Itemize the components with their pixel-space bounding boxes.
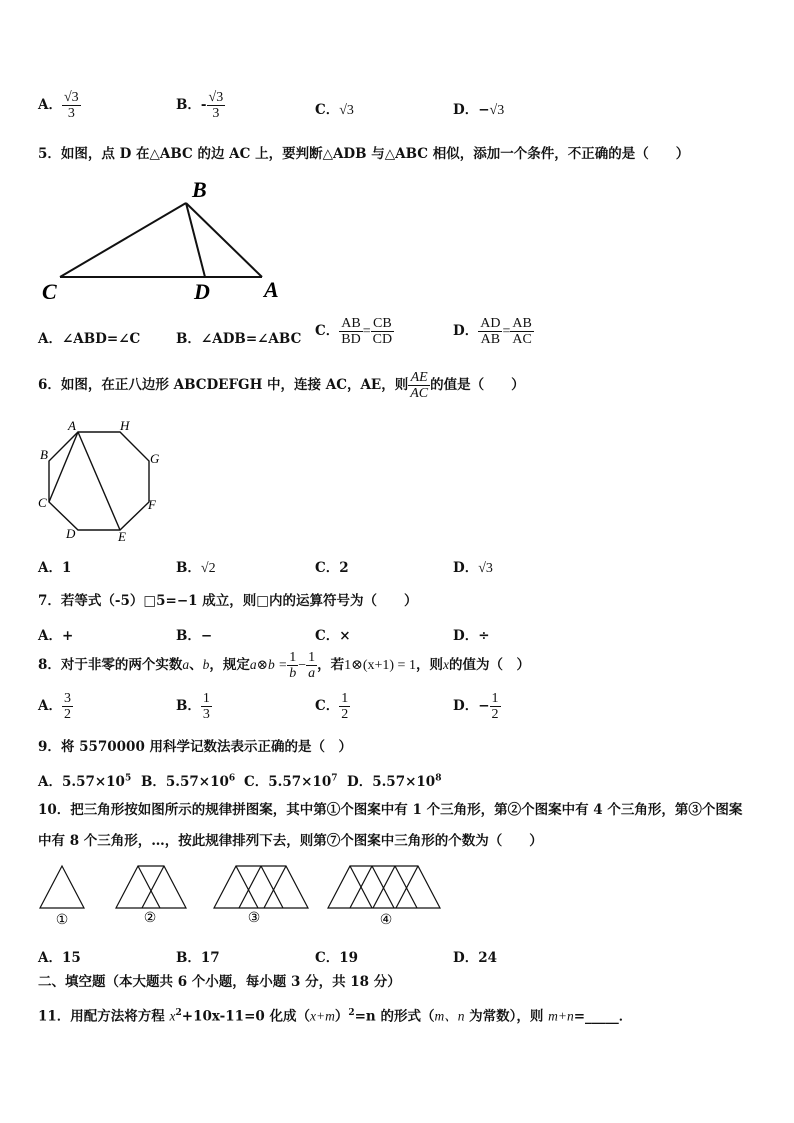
numerator: AE <box>408 370 430 386</box>
vertex-e-label: E <box>118 529 126 544</box>
q10-option-c[interactable]: C．19 <box>315 950 359 966</box>
fraction <box>339 691 350 722</box>
fraction <box>339 316 362 347</box>
separator: 、 <box>189 657 203 673</box>
q7-option-d[interactable]: D．÷ <box>453 628 490 644</box>
answer-blank[interactable]: =_____． <box>573 1008 633 1025</box>
denominator: 2 <box>491 707 499 722</box>
vertex-c-label: C <box>38 495 47 510</box>
condition-expression: 1⊗(x+1) = 1 <box>344 658 416 673</box>
q5-stem: 5．如图，点 D 在△ABC 的边 AC 上，要判断△ADB 与△ABC 相似，添加一个条件，不正确的是（ ） <box>38 146 690 162</box>
pattern-4-label: ④ <box>379 913 393 928</box>
stem-text: 为常数），则 <box>464 1008 549 1025</box>
point-d-label: D <box>194 279 210 304</box>
q6-option-a[interactable]: A．1 <box>38 560 72 576</box>
q5-option-a[interactable]: A．∠ABD=∠C <box>38 331 141 347</box>
option-label: C． <box>315 102 340 118</box>
minus-sign: − <box>298 658 307 673</box>
option-text: C．5.57×10 <box>244 774 332 790</box>
numerator: 1 <box>308 650 316 665</box>
fraction <box>287 650 298 681</box>
option-label: A． <box>38 698 62 714</box>
numerator: 1 <box>341 691 349 706</box>
stem-text: ，若 <box>317 657 345 673</box>
option-label: C． <box>315 698 340 714</box>
stem-text: 的值是（ ） <box>430 377 525 393</box>
q7-stem: 7．若等式（-5）□5=−1 成立，则□内的运算符号为（ ） <box>38 593 418 609</box>
vertex-g-label: G <box>150 451 160 466</box>
fraction <box>201 691 212 722</box>
q5-option-d[interactable] <box>453 316 534 347</box>
q4-option-c[interactable] <box>315 98 354 119</box>
numerator: AD <box>480 316 501 331</box>
stem-text: 8．对于非零的两个实数 <box>38 657 183 673</box>
denominator: 2 <box>63 707 71 722</box>
section-2-heading: 二、填空题（本大题共 6 个小题，每小题 3 分，共 18 分） <box>38 974 401 990</box>
q8-option-b[interactable] <box>176 691 212 722</box>
numerator: 1 <box>289 650 297 665</box>
stem-text: 11．用配方法将方程 <box>38 1008 170 1025</box>
exponent: 5 <box>124 773 132 784</box>
equation-text: =n <box>354 1008 376 1025</box>
option-label: D．− <box>453 102 490 118</box>
numerator: 3 <box>63 691 71 706</box>
denominator: a <box>308 666 316 681</box>
stem-text: 的形式（ <box>375 1008 435 1025</box>
equals-sign: = <box>502 324 511 339</box>
q7-option-b[interactable]: B．− <box>176 628 213 644</box>
vertex-h-label: H <box>120 418 130 433</box>
q9-option-a[interactable] <box>38 770 131 790</box>
q7-option-a[interactable]: A．+ <box>38 628 74 644</box>
q9-option-b[interactable] <box>141 770 235 790</box>
denominator: 3 <box>202 707 210 722</box>
fraction <box>306 650 317 681</box>
denominator: AC <box>410 386 429 401</box>
q10-option-d[interactable]: D．24 <box>453 950 497 966</box>
pattern-1-label: ① <box>55 913 69 928</box>
q10-stem-line1: 10．把三角形按如图所示的规律拼图案，其中第①个图案中有 1 个三角形，第②个图案中有 4 个三角形，第③个图案 <box>38 802 743 818</box>
exponent: 2 <box>348 1008 355 1018</box>
vertex-f-label: F <box>148 497 156 512</box>
q9-option-d[interactable] <box>347 770 441 790</box>
option-label: B．- <box>176 97 207 113</box>
stem-text: 6．如图，在正八边形 ABCDEFGH 中，连接 AC，AE，则 <box>38 377 409 393</box>
q5-triangle-figure <box>38 175 298 305</box>
vertex-b-label: B <box>40 447 48 462</box>
fraction <box>510 316 533 347</box>
fraction <box>478 316 502 347</box>
option-label: A． <box>38 97 62 113</box>
denominator: AB <box>480 332 501 347</box>
q10-triangle-patterns <box>36 860 446 930</box>
fraction <box>62 90 81 121</box>
fraction <box>62 691 73 722</box>
q5-option-b[interactable]: B．∠ADB=∠ABC <box>176 331 302 347</box>
exponent: 8 <box>435 773 442 784</box>
q8-option-a[interactable] <box>38 691 73 722</box>
variable-x: x <box>169 1008 176 1024</box>
pattern-3-label: ③ <box>247 911 261 926</box>
stem-text: ，则 <box>415 657 443 673</box>
sqrt-value: √3 <box>489 103 505 118</box>
q5-option-c[interactable] <box>315 316 394 347</box>
sqrt-value: √3 <box>339 103 354 118</box>
exponent: 7 <box>331 773 338 784</box>
numerator: AB <box>341 316 361 331</box>
q8-option-d[interactable] <box>453 691 501 722</box>
equation-text: +10x-11=0 化成（ <box>181 1008 310 1025</box>
denominator: 3 <box>67 106 75 121</box>
numerator: 1 <box>491 691 499 706</box>
vertex-a-label: A <box>68 418 76 433</box>
sqrt-value: √2 <box>200 561 216 576</box>
sqrt-value: √3 <box>478 561 493 576</box>
variable-x: x <box>442 657 449 672</box>
option-label: B． <box>176 560 201 576</box>
q10-option-a[interactable]: A．15 <box>38 950 81 966</box>
option-label: C． <box>315 323 340 339</box>
q9-option-c[interactable] <box>244 770 338 790</box>
q7-option-c[interactable]: C．× <box>315 628 351 644</box>
q6-option-b[interactable] <box>176 556 216 577</box>
option-label: D．− <box>453 698 490 714</box>
denominator: CD <box>372 332 393 347</box>
q6-option-d[interactable] <box>453 556 493 577</box>
option-label: D． <box>453 560 479 576</box>
numerator: 1 <box>202 691 210 706</box>
variable-a: a <box>182 657 190 672</box>
q8-stem <box>38 650 530 681</box>
exponent: 6 <box>228 773 236 784</box>
point-a-label: A <box>264 277 279 302</box>
q11-stem <box>38 1004 632 1026</box>
denominator: 2 <box>341 707 349 722</box>
variables: m、n <box>434 1008 465 1024</box>
fraction <box>371 316 394 347</box>
stem-text: ，规定 <box>209 657 250 673</box>
q4-option-a[interactable] <box>38 90 81 121</box>
denominator: 3 <box>212 106 220 121</box>
option-text: D．5.57×10 <box>347 774 436 790</box>
numerator: √3 <box>208 90 224 105</box>
fraction <box>490 691 501 722</box>
numerator: CB <box>371 316 394 332</box>
definition-lhs: a⊗b = <box>249 657 288 672</box>
point-c-label: C <box>42 279 57 304</box>
answer-expression: m+n <box>548 1008 574 1024</box>
fraction <box>408 370 430 401</box>
option-label: B． <box>176 698 201 714</box>
square-form: x+m <box>309 1008 335 1024</box>
q4-option-d[interactable] <box>453 98 504 119</box>
variable-b: b <box>202 657 210 672</box>
q9-stem: 9．将 5570000 用科学记数法表示正确的是（ ） <box>38 739 353 755</box>
stem-text: 的值为（ ） <box>448 657 530 673</box>
q6-stem <box>38 370 525 401</box>
option-text: A．5.57×10 <box>38 774 125 790</box>
denominator: b <box>289 666 297 681</box>
q6-octagon-figure <box>34 418 164 546</box>
q10-option-b[interactable]: B．17 <box>176 950 220 966</box>
exponent: 2 <box>175 1008 182 1018</box>
q8-option-c[interactable] <box>315 691 350 722</box>
q4-option-b[interactable] <box>176 90 225 121</box>
paren-close: ） <box>334 1008 349 1025</box>
option-text: B．5.57×10 <box>141 774 229 790</box>
numerator: √3 <box>63 90 79 105</box>
vertex-d-label: D <box>66 526 76 541</box>
denominator: BD <box>341 332 361 347</box>
option-label: D． <box>453 323 479 339</box>
q10-stem-line2: 中有 8 个三角形，…，按此规律排列下去，则第⑦个图案中三角形的个数为（ ） <box>38 833 543 849</box>
denominator: AC <box>512 332 532 347</box>
point-b-label: B <box>192 177 207 202</box>
numerator: AB <box>512 316 532 331</box>
equals-sign: = <box>362 324 371 339</box>
fraction <box>207 90 226 121</box>
pattern-2-label: ② <box>143 911 157 926</box>
q6-option-c[interactable]: C．2 <box>315 560 349 576</box>
